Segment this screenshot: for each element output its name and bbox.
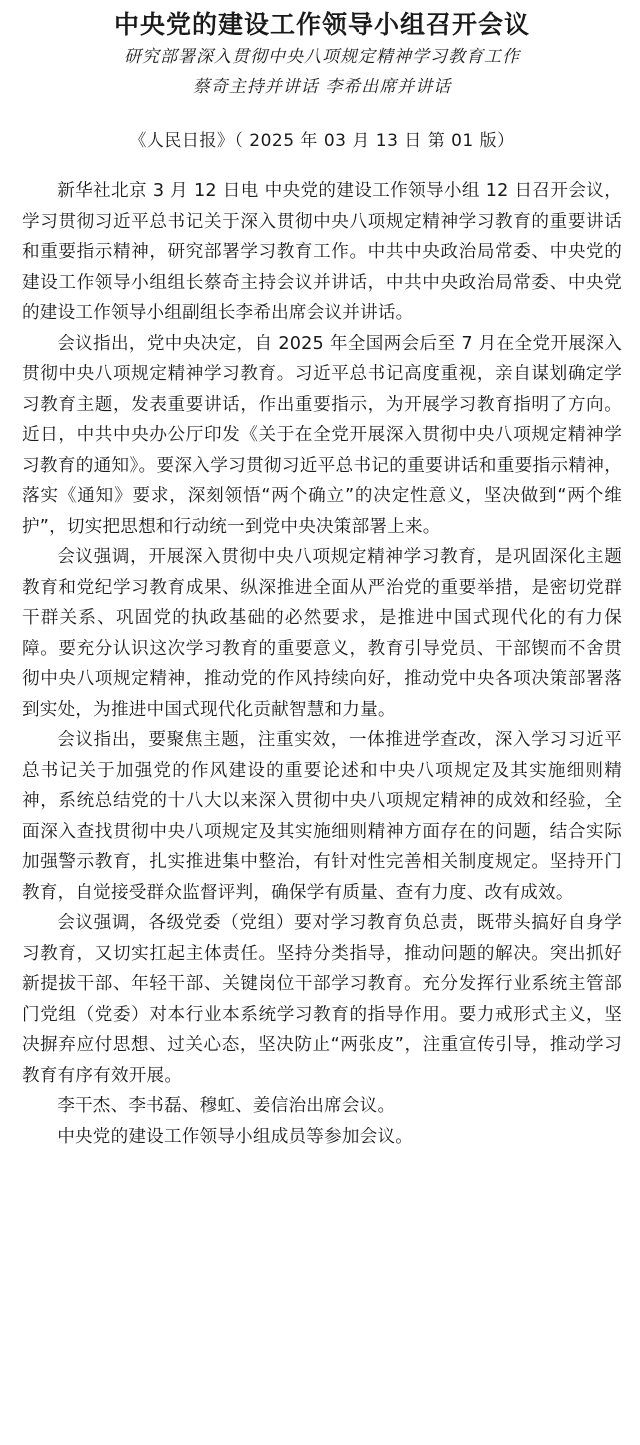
paragraph-1: 新华社北京 3 月 12 日电 中央党的建设工作领导小组 12 日召开会议，学习贯彻习近平总书记关于深入贯彻中央八项规定精神学习教育的重要讲话和重要指示精神，研究部署学习教育工作。中共中央政治局常委、中央党的建设工作领导小组组长蔡奇主持会议并讲话，中共中央政治局常委、中央党的建设工作领导小组副组长李希出席会议并讲话。 [22,181,622,323]
article-body [22,176,622,1152]
paragraph-attendees: 李干杰、李书磊、穆虹、姜信治出席会议。 [57,1096,396,1116]
article-subheadline-2: 蔡奇主持并讲话 李希出席并讲话 [192,77,452,97]
paragraph-2: 会议指出，党中央决定，自 2025 年全国两会后至 7 月在全党开展深入贯彻中央八项规定精神学习教育。习近平总书记高度重视，亲自谋划确定学习教育主题，发表重要讲话，作出重要指示，为开展学习教育指明了方向。近日，中共中央办公厅印发《关于在全党开展深入贯彻中央八项规定精神学习教育的通知》。要深入学习贯彻习近平总书记的重要讲话和重要指示精神，落实《通知》要求，深刻领悟“两个确立”的决定性意义，坚决做到“两个维护”，切实把思想和行动统一到党中央决策部署上来。 [22,333,622,537]
paragraph-3: 会议强调，开展深入贯彻中央八项规定精神学习教育，是巩固深化主题教育和党纪学习教育成果、纵深推进全面从严治党的重要举措，是密切党群干群关系、巩固党的执政基础的必然要求，是推进中国式现代化的有力保障。要充分认识这次学习教育的重要意义，教育引导党员、干部锲而不舍贯彻中央八项规定精神，推动党的作风持续向好，推动党中央各项决策部署落到实处，为推进中国式现代化贡献智慧和力量。 [22,547,622,720]
paragraph-5: 会议强调，各级党委（党组）要对学习教育负总责，既带头搞好自身学习教育，又切实扛起主体责任。坚持分类指导，推动问题的解决。突出抓好新提拔干部、年轻干部、关键岗位干部学习教育。充分发挥行业系统主管部门党组（党委）对本行业本系统学习教育的指导作用。要力戒形式主义，坚决摒弃应付思想、过关心态，坚决防止“两张皮”，注重宣传引导，推动学习教育有序有效开展。 [22,913,622,1086]
article-headline: 中央党的建设工作领导小组召开会议 [113,10,530,39]
paragraph-participants: 中央党的建设工作领导小组成员等参加会议。 [57,1126,414,1147]
article-subheadline-1: 研究部署深入贯彻中央八项规定精神学习教育工作 [124,47,520,67]
source-line: 《人民日报》（ 2025 年 03 月 13 日 第 01 版） [129,131,515,151]
paragraph-4: 会议指出，要聚焦主题，注重实效，一体推进学查改，深入学习习近平总书记关于加强党的作风建设的重要论述和中央八项规定及其实施细则精神，系统总结党的十八大以来深入贯彻中央八项规定精神的成效和经验，全面深入查找贯彻中央八项规定及其实施细则精神方面存在的问题，结合实际加强警示教育，扎实推进集中整治，有针对性完善相关制度规定。坚持开门教育，自觉接受群众监督评判，确保学有质量、查有力度、改有成效。 [22,730,622,903]
